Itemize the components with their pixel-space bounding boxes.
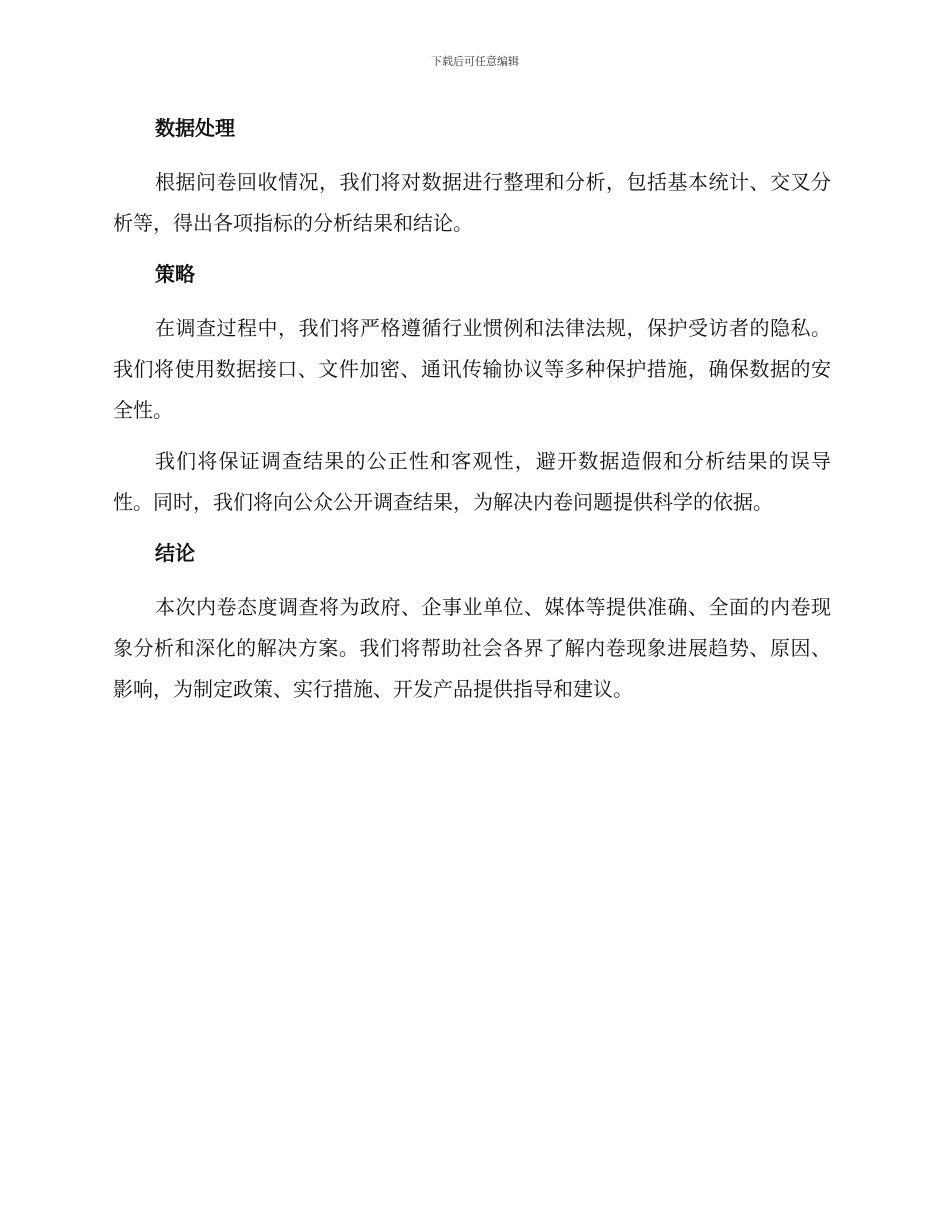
- paragraph-strategy-fairness: 我们将保证调查结果的公正性和客观性，避开数据造假和分析结果的误导性。同时，我们将向公众公开调查结果，为解决内卷问题提供科学的依据。: [113, 449, 831, 514]
- paragraph-strategy-privacy: 在调查过程中，我们将严格遵循行业惯例和法律法规，保护受访者的隐私。我们将使用数据接口、文件加密、通讯传输协议等多种保护措施，确保数据的安全性。: [113, 316, 831, 422]
- paragraph-data-processing: 根据问卷回收情况，我们将对数据进行整理和分析，包括基本统计、交叉分析等，得出各项指标的分析结果和结论。: [113, 170, 831, 235]
- section-heading-conclusion: 结论: [155, 541, 195, 565]
- document-body: [113, 108, 831, 710]
- page-header: 下载后可任意编辑: [431, 55, 519, 68]
- paragraph-conclusion: 本次内卷态度调查将为政府、企事业单位、媒体等提供准确、全面的内卷现象分析和深化的解决方案。我们将帮助社会各界了解内卷现象进展趋势、原因、影响，为制定政策、实行措施、开发产品提供指导和建议。: [113, 595, 831, 701]
- section-heading-data-processing: 数据处理: [155, 116, 235, 140]
- section-heading-strategy: 策略: [155, 262, 195, 286]
